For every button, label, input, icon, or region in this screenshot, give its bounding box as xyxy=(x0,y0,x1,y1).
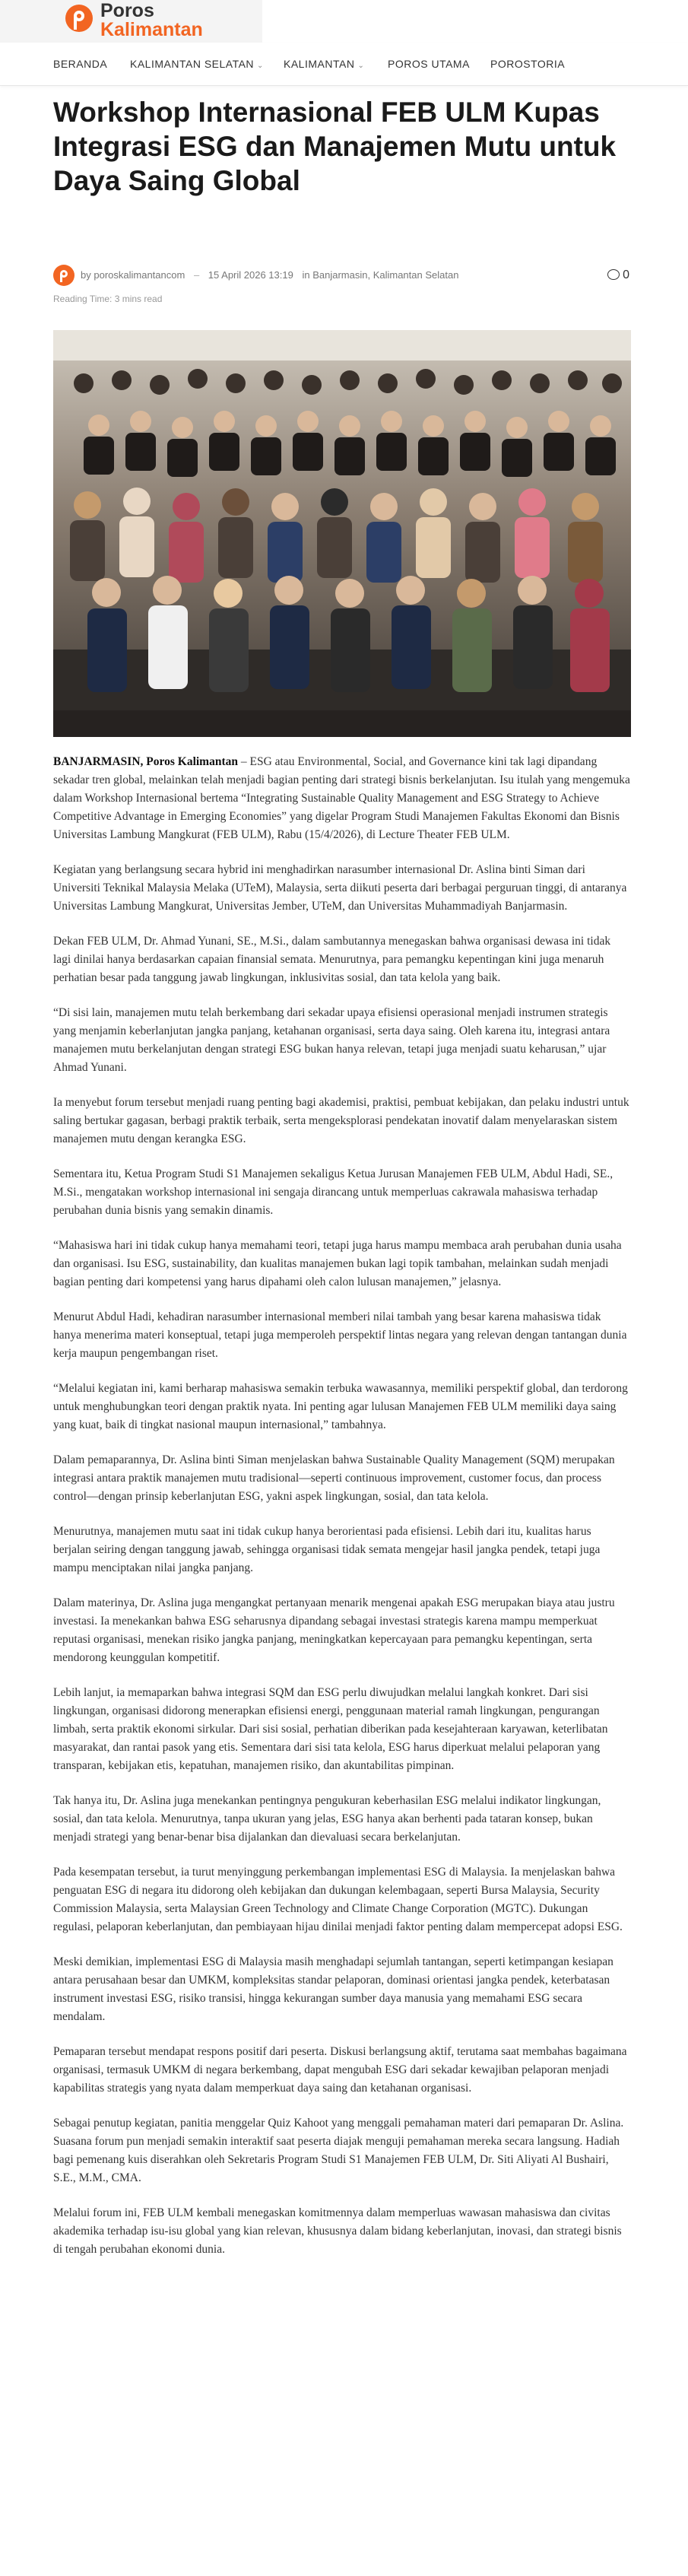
author-avatar[interactable] xyxy=(53,265,75,286)
article-hero-image xyxy=(53,330,631,737)
in-label: in xyxy=(302,269,310,281)
article-paragraph: Sebagai penutup kegiatan, panitia menggelar Quiz Kahoot yang menggali pemahaman materi dari pemaparan Dr. Aslina. Suasana forum pun menjadi semakin interaktif saat peserta diajak menguji pemahaman mereka secara langsung. Hadiah bagi pemenang kuis diserahkan oleh Sekretaris Program Studi S1 Manajemen FEB ULM, Dr. Siti Aliyati Al Bushairi, S.E., M.M., CMA. xyxy=(53,2117,624,2184)
article-paragraph: Ia menyebut forum tersebut menjadi ruang penting bagi akademisi, praktisi, pembuat kebijakan, dan pelaku industri untuk saling bertukar gagasan, berbagi praktik terbaik, serta mengeksplorasi pendekatan inovatif dalam menyelaraskan sistem manajemen mutu dengan kerangka ESG. xyxy=(53,1096,629,1145)
logo-mark-icon xyxy=(62,3,96,37)
article-body xyxy=(53,753,631,2276)
nav-label: POROS UTAMA xyxy=(388,58,470,70)
nav-label: BERANDA xyxy=(53,58,108,70)
article-paragraph: Sementara itu, Ketua Program Studi S1 Manajemen sekaligus Ketua Jurusan Manajemen FEB ULM, Abdul Hadi, SE., M.Si., mengatakan workshop internasional ini sengaja dirancang untuk memperluas cakrawala mahasiswa terhadap perubahan dunia bisnis yang semakin dinamis. xyxy=(53,1167,613,1217)
logo-line-1: Poros xyxy=(100,0,154,21)
article-paragraph: Menurutnya, manajemen mutu saat ini tidak cukup hanya berorientasi pada efisiensi. Lebih dari itu, kualitas harus berjalan seiring dengan tanggung jawab, sehingga organisasi tidak semata mengejar hasil jangka pendek, tetapi juga mampu menciptakan nilai jangka panjang. xyxy=(53,1525,601,1574)
comment-number: 0 xyxy=(623,268,629,281)
avatar-logo-icon xyxy=(53,265,75,286)
article-paragraph: Dalam pemaparannya, Dr. Aslina binti Siman menjelaskan bahwa Sustainable Quality Management (SQM) merupakan integrasi antara praktik manajemen mutu tradisional—seperti continuous improvement, customer focus, dan process control—dengan prinsip keberlanjutan ESG, yakni aspek lingkungan, sosial, dan tata kelola. xyxy=(53,1453,615,1503)
article-paragraph: “Mahasiswa hari ini tidak cukup hanya memahami teori, tetapi juga harus mampu membaca arah perubahan dunia usaha dan organisasi. Isu ESG, sustainability, dan kualitas manajemen bukan lagi topik tambahan, melainkan sudah menjadi bagian penting dari kompetensi yang harus dipahami oleh calon lulusan manajemen,” jelasnya. xyxy=(53,1239,622,1288)
article-paragraph xyxy=(53,753,631,844)
chevron-down-icon: ⌄ xyxy=(357,62,365,70)
logo-text xyxy=(100,2,203,40)
article-paragraph: “Melalui kegiatan ini, kami berharap mahasiswa semakin terbuka wawasannya, memiliki perspektif global, dan terdorong untuk menghubungkan teori dengan praktik nyata. Ini penting agar lulusan Manajemen FEB ULM memiliki daya saing yang kuat, baik di tingkat nasional maupun internasional,” tambahnya. xyxy=(53,1382,628,1431)
article-paragraph: “Di sisi lain, manajemen mutu telah berkembang dari sekadar upaya efisiensi operasional menjadi instrumen strategis yang menjamin keberlanjutan jangka panjang, ketahanan organisasi, serta daya saing. Oleh karena itu, integrasi antara manajemen mutu berkelanjutan dengan strategi ESG bukan hanya relevan, tetapi juga menjadi suatu keharusan,” ujar Ahmad Yunani. xyxy=(53,1006,610,1074)
comment-icon xyxy=(607,269,620,280)
publish-date: 15 April 2026 13:19 xyxy=(208,269,293,281)
article-paragraph: Melalui forum ini, FEB ULM kembali menegaskan komitmennya dalam memperluas wawasan mahasiswa dan civitas akademika terhadap isu-isu global yang kian relevan, khususnya dalam bidang keberlanjutan, inovasi, dan strategi bisnis di tengah perubahan ekonomi dunia. xyxy=(53,2206,622,2256)
category-links[interactable]: Banjarmasin, Kalimantan Selatan xyxy=(312,269,459,281)
dateline: BANJARMASIN, Poros Kalimantan xyxy=(53,755,238,768)
reading-time: Reading Time: 3 mins read xyxy=(53,294,163,304)
nav-item-poros-utama[interactable] xyxy=(388,58,470,70)
article-paragraph: Dalam materinya, Dr. Aslina juga mengangkat pertanyaan menarik mengenai apakah ESG merupakan biaya atau justru investasi. Ia menekankan bahwa ESG seharusnya dipandang sebagai investasi strategis karena mampu memperkuat reputasi organisasi, menekan risiko jangka panjang, meningkatkan kepercayaan para pemangku kepentingan, serta mendorong keunggulan kompetitif. xyxy=(53,1596,615,1664)
nav-item-kalimantan-selatan[interactable] xyxy=(130,58,264,70)
nav-item-beranda[interactable] xyxy=(53,58,107,70)
article-title: Workshop Internasional FEB ULM Kupas Integrasi ESG dan Manajemen Mutu untuk Daya Saing Global xyxy=(53,97,617,196)
chevron-down-icon: ⌄ xyxy=(257,62,264,70)
article-paragraph: Kegiatan yang berlangsung secara hybrid ini menghadirkan narasumber internasional Dr. Aslina binti Siman dari Universiti Teknikal Malaysia Melaka (UTeM), Malaysia, serta diikuti peserta dari berbagai perguruan tinggi, di antaranya Universitas Lambung Mangkurat, Universitas Jember, UTeM, dan Universitas Muhammadiyah Banjarmasin. xyxy=(53,863,627,913)
meta-separator: – xyxy=(193,269,200,281)
nav-label: KALIMANTAN SELATAN xyxy=(130,58,255,70)
nav-item-porostoria[interactable] xyxy=(490,58,565,70)
main-nav xyxy=(0,43,688,86)
group-photo-illustration xyxy=(53,330,631,737)
logo-line-2: Kalimantan xyxy=(100,19,203,40)
article-paragraph: Tak hanya itu, Dr. Aslina juga menekankan pentingnya pengukuran keberhasilan ESG melalui indikator lingkungan, sosial, dan tata kelola. Menurutnya, tanpa ukuran yang jelas, ESG hanya akan berhenti pada tataran konsep, bukan menjadi strategi yang benar-benar bisa dijalankan dan dievaluasi secara berkelanjutan. xyxy=(53,1794,601,1844)
nav-label: POROSTORIA xyxy=(490,58,566,70)
nav-label: KALIMANTAN xyxy=(284,58,355,70)
article-paragraph: Dekan FEB ULM, Dr. Ahmad Yunani, SE., M.Si., dalam sambutannya menegaskan bahwa organisasi dewasa ini tidak lagi dinilai hanya berdasarkan capaian finansial semata. Menurutnya, para pemangku kepentingan kini juga menaruh perhatian besar pada tanggung jawab lingkungan, inklusivitas sosial, dan tata kelola yang baik. xyxy=(53,935,611,984)
nav-item-kalimantan[interactable] xyxy=(284,58,364,70)
author-link[interactable]: poroskalimantancom xyxy=(94,269,185,281)
comment-count[interactable] xyxy=(607,268,629,282)
article-paragraph: Menurut Abdul Hadi, kehadiran narasumber internasional memberi nilai tambah yang besar karena mahasiswa tidak hanya menerima materi konseptual, tetapi juga memperoleh perspektif lintas negara yang relevan dengan tantangan dunia kerja maupun pengembangan riset. xyxy=(53,1310,627,1360)
paragraph-text: – ESG atau Environmental, Social, and Governance kini tak lagi dipandang sekadar tren global, melainkan telah menjadi bagian penting dari strategi bisnis berkelanjutan. Isu itulah yang mengemuka dalam Workshop Internasional bertema “Integrating Sustainable Quality Management and ESG Strategy to Achieve Competitive Advantage in Emerging Economies” yang digelar Program Studi Manajemen Fakultas Ekonomi dan Bisnis Universitas Lambung Mangkurat (FEB ULM), Rabu (15/4/2026), di Lecture Theater FEB ULM. xyxy=(53,755,630,841)
article-paragraph: Meski demikian, implementasi ESG di Malaysia masih menghadapi sejumlah tantangan, seperti ketimpangan kesiapan antara perusahaan besar dan UMKM, kompleksitas standar pelaporan, dominasi orientasi jangka pendek, keterbatasan instrument investasi ESG, risiko transisi, hingga kekurangan sumber daya manusia yang memahami ESG secara mendalam. xyxy=(53,1955,613,2023)
article-meta xyxy=(53,265,631,310)
article-paragraph: Pemaparan tersebut mendapat respons positif dari peserta. Diskusi berlangsung aktif, terutama saat membahas bagaimana organisasi, termasuk UMKM di negara berkembang, dapat mengubah ESG dari sekadar kewajiban pelaporan menjadi kapabilitas strategis yang nyata dalam memperkuat daya saing dan ketahanan organisasi. xyxy=(53,2045,627,2095)
article-paragraph: Lebih lanjut, ia memaparkan bahwa integrasi SQM dan ESG perlu diwujudkan melalui langkah konkret. Dari sisi lingkungan, organisasi didorong menerapkan efisiensi energi, penggunaan material ramah lingkungan, pengurangan limbah, serta praktik ekonomi sirkular. Dari sisi sosial, perhatian diberikan pada kesejahteraan karyawan, keterlibatan masyarakat, dan rantai pasok yang etis. Sementara dari sisi tata kelola, ESG harus diperkuat melalui pelaporan yang transparan, kebijakan etis, kepatuhan, manajemen risiko, dan akuntabilitas pimpinan. xyxy=(53,1686,608,1772)
by-label: by xyxy=(81,269,91,281)
article-paragraph: Pada kesempatan tersebut, ia turut menyinggung perkembangan implementasi ESG di Malaysia. Ia menjelaskan bahwa penguatan ESG di negara itu didorong oleh kebijakan dan dukungan kelembagaan, seperti Bursa Malaysia, Security Commission Malaysia, serta Malaysian Green Technology and Climate Change Corporation (MGTC). Dukungan regulasi, pelaporan keberlanjutan, dan pembiayaan hijau dinilai menjadi faktor penting dalam mempercepat adopsi ESG. xyxy=(53,1866,623,1933)
site-logo[interactable] xyxy=(0,0,262,43)
meta-line xyxy=(81,269,458,281)
site-header xyxy=(0,0,688,43)
